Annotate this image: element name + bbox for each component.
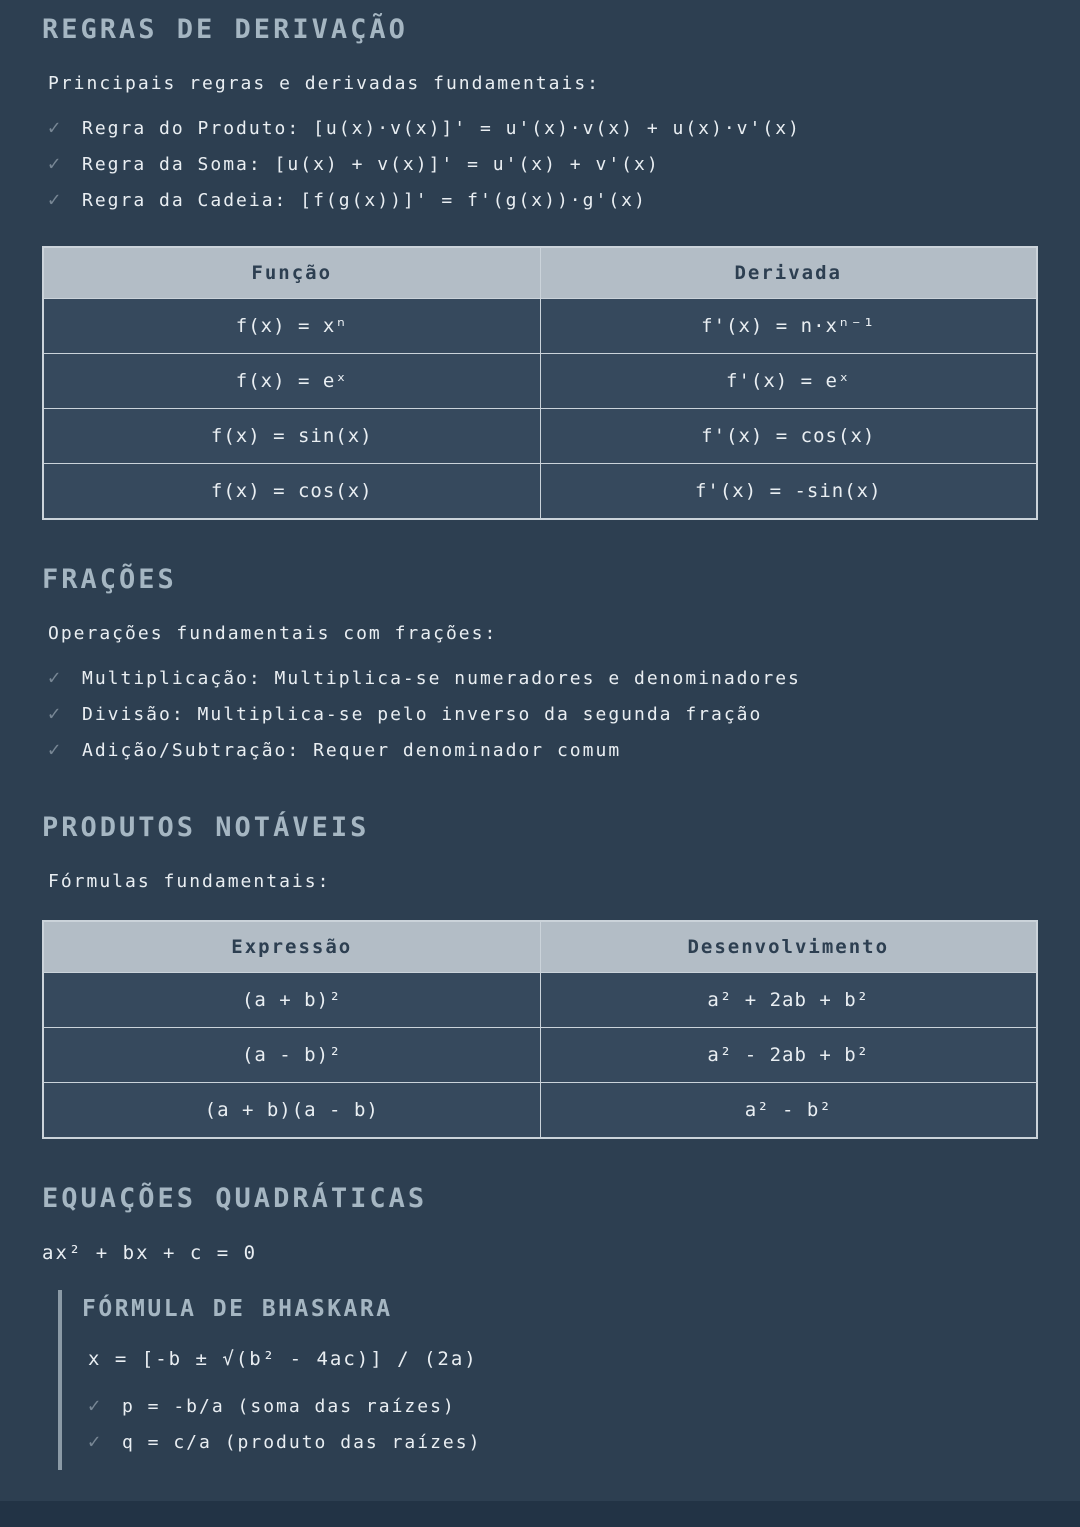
list-item-text: Adição/Subtração: Requer denominador comum — [82, 740, 622, 761]
list-item — [88, 1388, 1038, 1424]
list-item-text: Multiplicação: Multiplica-se numeradores e denominadores — [82, 668, 801, 689]
table-header-expressao: Expressão — [43, 921, 540, 973]
table-cell: f'(x) = -sin(x) — [540, 464, 1037, 520]
table-row — [43, 409, 1037, 464]
section-title-fracoes: FRAÇÕES — [42, 564, 177, 595]
check-icon: ✓ — [48, 151, 63, 175]
table-cell: f(x) = cos(x) — [43, 464, 540, 520]
list-item — [88, 1424, 1038, 1460]
list-item — [48, 732, 1038, 768]
table-header-derivada: Derivada — [540, 247, 1037, 299]
list-item-text: Regra da Cadeia: [f(g(x))]' = f'(g(x))·g'(x) — [82, 190, 647, 211]
table-header-row — [43, 247, 1037, 299]
list-item-text: Regra da Soma: [u(x) + v(x)]' = u'(x) + v'(x) — [82, 154, 660, 175]
list-item-text: q = c/a (produto das raízes) — [122, 1432, 482, 1453]
check-icon: ✓ — [48, 665, 63, 689]
section-title-derivacao: REGRAS DE DERIVAÇÃO — [42, 14, 408, 45]
list-item — [48, 696, 1038, 732]
table-header-row — [43, 921, 1037, 973]
notable-products-table — [42, 920, 1038, 1139]
section-title-produtos: PRODUTOS NOTÁVEIS — [42, 812, 370, 843]
section-intro-fracoes: Operações fundamentais com frações: — [48, 623, 498, 644]
section-produtos — [42, 812, 1038, 1139]
quadratic-general-equation: ax² + bx + c = 0 — [42, 1242, 258, 1264]
footer-strip — [0, 1501, 1080, 1527]
derivatives-table — [42, 246, 1038, 520]
table-header-desenvolvimento: Desenvolvimento — [540, 921, 1037, 973]
table-row — [43, 464, 1037, 520]
check-icon: ✓ — [48, 115, 63, 139]
list-item — [48, 182, 1038, 218]
check-icon: ✓ — [88, 1393, 103, 1417]
check-icon: ✓ — [88, 1429, 103, 1453]
fracoes-list — [42, 660, 1038, 768]
table-row — [43, 354, 1037, 409]
table-row — [43, 973, 1037, 1028]
table-cell: a² - b² — [540, 1083, 1037, 1139]
table-cell: (a + b)² — [43, 973, 540, 1028]
section-title-quadraticas: EQUAÇÕES QUADRÁTICAS — [42, 1183, 428, 1214]
table-cell: (a + b)(a - b) — [43, 1083, 540, 1139]
check-icon: ✓ — [48, 701, 63, 725]
table-cell: f(x) = sin(x) — [43, 409, 540, 464]
list-item — [48, 146, 1038, 182]
bhaskara-list — [82, 1388, 1038, 1460]
section-quadraticas — [42, 1183, 1038, 1470]
bhaskara-title: FÓRMULA DE BHASKARA — [82, 1296, 393, 1322]
list-item-text: p = -b/a (soma das raízes) — [122, 1396, 456, 1417]
check-icon: ✓ — [48, 187, 63, 211]
list-item-text: Divisão: Multiplica-se pelo inverso da segunda fração — [82, 704, 763, 725]
list-item-text: Regra do Produto: [u(x)·v(x)]' = u'(x)·v(x) + u(x)·v'(x) — [82, 118, 801, 139]
table-cell: a² + 2ab + b² — [540, 973, 1037, 1028]
table-cell: f'(x) = cos(x) — [540, 409, 1037, 464]
table-header-funcao: Função — [43, 247, 540, 299]
check-icon: ✓ — [48, 737, 63, 761]
section-intro-produtos: Fórmulas fundamentais: — [48, 871, 331, 892]
section-derivacao — [42, 14, 1038, 520]
table-cell: f(x) = xⁿ — [43, 299, 540, 354]
list-item — [48, 660, 1038, 696]
table-row — [43, 299, 1037, 354]
table-cell: f'(x) = eˣ — [540, 354, 1037, 409]
section-fracoes — [42, 564, 1038, 768]
table-cell: f(x) = eˣ — [43, 354, 540, 409]
table-cell: (a - b)² — [43, 1028, 540, 1083]
table-row — [43, 1083, 1037, 1139]
table-cell: f'(x) = n·xⁿ⁻¹ — [540, 299, 1037, 354]
bhaskara-callout — [58, 1290, 1038, 1470]
derivacao-rules-list — [42, 110, 1038, 218]
table-row — [43, 1028, 1037, 1083]
bhaskara-formula: x = [-b ± √(b² - 4ac)] / (2a) — [88, 1348, 478, 1370]
list-item — [48, 110, 1038, 146]
table-cell: a² - 2ab + b² — [540, 1028, 1037, 1083]
section-intro-derivacao: Principais regras e derivadas fundamentais: — [48, 73, 600, 94]
